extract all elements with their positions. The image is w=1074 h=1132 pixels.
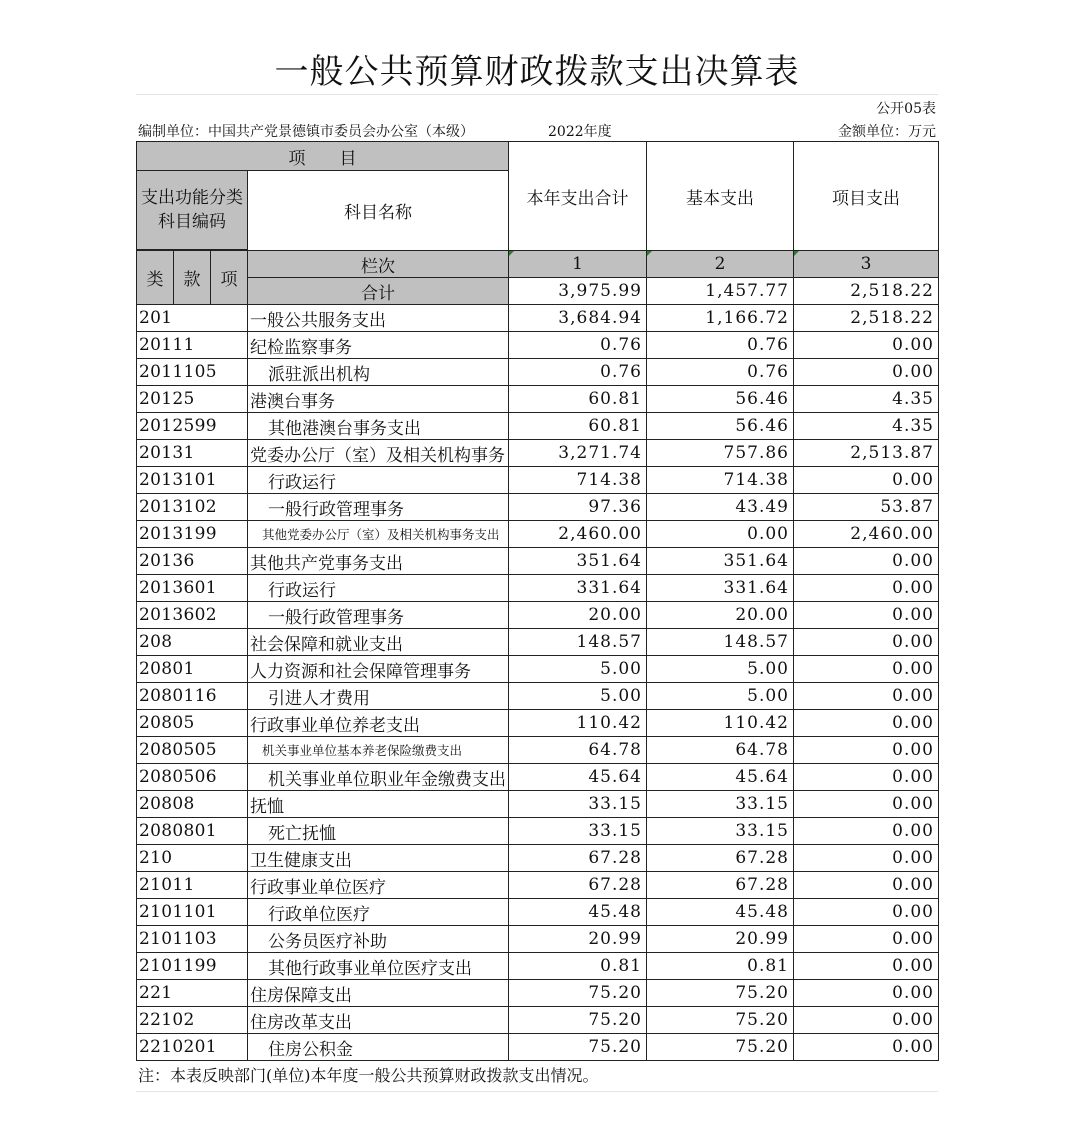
table-row — [137, 413, 939, 440]
row-basic: 148.57 — [647, 629, 794, 656]
row-basic: 0.76 — [647, 332, 794, 359]
row-basic: 45.48 — [647, 899, 794, 926]
header-project: 项目支出 — [794, 142, 939, 251]
row-basic: 20.99 — [647, 926, 794, 953]
table-row — [137, 737, 939, 764]
row-total: 3,684.94 — [509, 305, 647, 332]
row-name: 机关事业单位职业年金缴费支出 — [248, 764, 509, 791]
row-total: 33.15 — [509, 791, 647, 818]
table-row — [137, 629, 939, 656]
row-name: 派驻派出机构 — [248, 359, 509, 386]
table-row — [137, 359, 939, 386]
row-project: 0.00 — [794, 332, 939, 359]
row-project: 0.00 — [794, 737, 939, 764]
table-row — [137, 521, 939, 548]
row-code: 2012599 — [137, 413, 248, 440]
column-no-1: 1 — [509, 251, 647, 278]
row-project: 4.35 — [794, 413, 939, 440]
row-name: 行政事业单位养老支出 — [248, 710, 509, 737]
row-basic: 67.28 — [647, 845, 794, 872]
row-project: 2,518.22 — [794, 305, 939, 332]
header-func-code: 支出功能分类科目编码 — [137, 171, 248, 250]
row-code: 21011 — [137, 872, 248, 899]
row-project: 0.00 — [794, 980, 939, 1007]
row-basic: 0.00 — [647, 521, 794, 548]
row-project: 0.00 — [794, 872, 939, 899]
row-total: 2,460.00 — [509, 521, 647, 548]
row-basic: 56.46 — [647, 386, 794, 413]
row-total: 20.99 — [509, 926, 647, 953]
row-project: 0.00 — [794, 845, 939, 872]
row-project: 0.00 — [794, 359, 939, 386]
row-name: 一般行政管理事务 — [248, 602, 509, 629]
row-total: 0.76 — [509, 332, 647, 359]
row-total: 60.81 — [509, 413, 647, 440]
row-name: 一般行政管理事务 — [248, 494, 509, 521]
row-total: 67.28 — [509, 872, 647, 899]
header-xiang: 项 — [211, 251, 248, 305]
row-total: 60.81 — [509, 386, 647, 413]
header-item: 项 目 — [137, 142, 509, 171]
table-row — [137, 683, 939, 710]
row-total: 97.36 — [509, 494, 647, 521]
row-name: 其他港澳台事务支出 — [248, 413, 509, 440]
table-header — [137, 142, 939, 305]
row-project: 0.00 — [794, 548, 939, 575]
row-basic: 75.20 — [647, 1007, 794, 1034]
row-basic: 714.38 — [647, 467, 794, 494]
column-no-2: 2 — [647, 251, 794, 278]
table-row — [137, 467, 939, 494]
row-code: 2080505 — [137, 737, 248, 764]
table-row — [137, 980, 939, 1007]
row-basic: 75.20 — [647, 980, 794, 1007]
row-total: 351.64 — [509, 548, 647, 575]
row-code: 2080801 — [137, 818, 248, 845]
row-code: 20805 — [137, 710, 248, 737]
column-no-3: 3 — [794, 251, 939, 278]
row-project: 0.00 — [794, 710, 939, 737]
footnote: 注：本表反映部门(单位)本年度一般公共预算财政拨款支出情况。 — [136, 1061, 938, 1092]
row-basic: 1,166.72 — [647, 305, 794, 332]
row-basic: 45.64 — [647, 764, 794, 791]
sheet-title: 一般公共预算财政拨款支出决算表 — [136, 44, 938, 95]
header-basic: 基本支出 — [647, 142, 794, 251]
table-row — [137, 332, 939, 359]
row-code: 210 — [137, 845, 248, 872]
row-project: 2,460.00 — [794, 521, 939, 548]
compiling-unit: 编制单位：中国共产党景德镇市委员会办公室（本级） — [138, 124, 474, 140]
row-code: 2013602 — [137, 602, 248, 629]
row-code: 2080506 — [137, 764, 248, 791]
table-row — [137, 845, 939, 872]
row-name: 行政运行 — [248, 575, 509, 602]
row-name: 行政运行 — [248, 467, 509, 494]
row-project: 0.00 — [794, 1034, 939, 1061]
fiscal-year: 2022年度 — [548, 124, 612, 140]
sum-basic: 1,457.77 — [647, 278, 794, 305]
row-basic: 0.81 — [647, 953, 794, 980]
row-total: 45.64 — [509, 764, 647, 791]
row-total: 20.00 — [509, 602, 647, 629]
meta-row — [136, 117, 938, 141]
row-total: 0.81 — [509, 953, 647, 980]
row-code: 2101199 — [137, 953, 248, 980]
row-project: 0.00 — [794, 818, 939, 845]
row-total: 331.64 — [509, 575, 647, 602]
row-total: 33.15 — [509, 818, 647, 845]
table-row — [137, 548, 939, 575]
row-project: 4.35 — [794, 386, 939, 413]
table-row — [137, 386, 939, 413]
row-total: 5.00 — [509, 683, 647, 710]
table-row — [137, 440, 939, 467]
budget-sheet — [136, 44, 938, 1092]
row-basic: 75.20 — [647, 1034, 794, 1061]
row-basic: 351.64 — [647, 548, 794, 575]
row-code: 201 — [137, 305, 248, 332]
row-name: 住房改革支出 — [248, 1007, 509, 1034]
table-row — [137, 710, 939, 737]
row-name: 纪检监察事务 — [248, 332, 509, 359]
row-name: 抚恤 — [248, 791, 509, 818]
table-row — [137, 1007, 939, 1034]
row-code: 2101103 — [137, 926, 248, 953]
row-total: 75.20 — [509, 1034, 647, 1061]
row-code: 221 — [137, 980, 248, 1007]
row-total: 45.48 — [509, 899, 647, 926]
row-basic: 64.78 — [647, 737, 794, 764]
row-basic: 331.64 — [647, 575, 794, 602]
header-column-no: 栏次 — [248, 251, 509, 278]
header-lei: 类 — [137, 251, 174, 305]
row-basic: 5.00 — [647, 683, 794, 710]
row-code: 20111 — [137, 332, 248, 359]
row-project: 0.00 — [794, 629, 939, 656]
row-name: 人力资源和社会保障管理事务 — [248, 656, 509, 683]
row-code: 22102 — [137, 1007, 248, 1034]
row-project: 0.00 — [794, 467, 939, 494]
row-name: 机关事业单位基本养老保险缴费支出 — [248, 737, 509, 764]
table-row — [137, 872, 939, 899]
row-project: 0.00 — [794, 791, 939, 818]
table-code: 公开05表 — [876, 101, 936, 117]
row-basic: 5.00 — [647, 656, 794, 683]
row-name: 住房公积金 — [248, 1034, 509, 1061]
row-name: 行政单位医疗 — [248, 899, 509, 926]
row-basic: 33.15 — [647, 818, 794, 845]
expenditure-table — [136, 141, 939, 1061]
table-row — [137, 575, 939, 602]
table-row — [137, 656, 939, 683]
row-project: 0.00 — [794, 899, 939, 926]
row-code: 20801 — [137, 656, 248, 683]
table-body — [137, 305, 939, 1061]
table-row — [137, 602, 939, 629]
row-code: 2013101 — [137, 467, 248, 494]
row-basic: 33.15 — [647, 791, 794, 818]
table-row — [137, 1034, 939, 1061]
header-kuan: 款 — [174, 251, 211, 305]
table-code-row — [136, 95, 938, 117]
row-name: 引进人才费用 — [248, 683, 509, 710]
row-total: 75.20 — [509, 1007, 647, 1034]
row-code: 20131 — [137, 440, 248, 467]
row-code: 20808 — [137, 791, 248, 818]
row-name: 卫生健康支出 — [248, 845, 509, 872]
row-basic: 67.28 — [647, 872, 794, 899]
row-total: 64.78 — [509, 737, 647, 764]
amount-unit: 金额单位：万元 — [838, 124, 936, 140]
row-project: 0.00 — [794, 575, 939, 602]
row-code: 20136 — [137, 548, 248, 575]
row-basic: 110.42 — [647, 710, 794, 737]
row-code: 2080116 — [137, 683, 248, 710]
row-project: 2,513.87 — [794, 440, 939, 467]
row-code: 2013199 — [137, 521, 248, 548]
row-name: 其他党委办公厅（室）及相关机构事务支出 — [248, 521, 509, 548]
row-name: 住房保障支出 — [248, 980, 509, 1007]
row-code: 20125 — [137, 386, 248, 413]
row-name: 党委办公厅（室）及相关机构事务 — [248, 440, 509, 467]
table-row — [137, 953, 939, 980]
table-row — [137, 494, 939, 521]
row-name: 其他行政事业单位医疗支出 — [248, 953, 509, 980]
row-total: 75.20 — [509, 980, 647, 1007]
row-name: 公务员医疗补助 — [248, 926, 509, 953]
header-subject-name: 科目名称 — [248, 171, 509, 251]
row-name: 一般公共服务支出 — [248, 305, 509, 332]
sum-label: 合计 — [248, 278, 509, 305]
row-code: 2011105 — [137, 359, 248, 386]
table-row — [137, 926, 939, 953]
row-project: 0.00 — [794, 656, 939, 683]
row-code: 2013601 — [137, 575, 248, 602]
row-total: 110.42 — [509, 710, 647, 737]
row-project: 0.00 — [794, 1007, 939, 1034]
table-row — [137, 305, 939, 332]
row-basic: 0.76 — [647, 359, 794, 386]
table-row — [137, 899, 939, 926]
row-project: 0.00 — [794, 602, 939, 629]
row-basic: 20.00 — [647, 602, 794, 629]
row-project: 0.00 — [794, 926, 939, 953]
row-code: 208 — [137, 629, 248, 656]
sum-project: 2,518.22 — [794, 278, 939, 305]
row-name: 行政事业单位医疗 — [248, 872, 509, 899]
table-row — [137, 818, 939, 845]
table-row — [137, 764, 939, 791]
row-total: 0.76 — [509, 359, 647, 386]
row-basic: 43.49 — [647, 494, 794, 521]
row-total: 5.00 — [509, 656, 647, 683]
header-total: 本年支出合计 — [509, 142, 647, 251]
row-total: 67.28 — [509, 845, 647, 872]
row-total: 3,271.74 — [509, 440, 647, 467]
row-name: 其他共产党事务支出 — [248, 548, 509, 575]
row-project: 0.00 — [794, 953, 939, 980]
row-total: 148.57 — [509, 629, 647, 656]
row-name: 社会保障和就业支出 — [248, 629, 509, 656]
row-project: 53.87 — [794, 494, 939, 521]
table-row — [137, 791, 939, 818]
row-total: 714.38 — [509, 467, 647, 494]
row-basic: 757.86 — [647, 440, 794, 467]
row-project: 0.00 — [794, 683, 939, 710]
row-basic: 56.46 — [647, 413, 794, 440]
row-name: 港澳台事务 — [248, 386, 509, 413]
row-code: 2101101 — [137, 899, 248, 926]
row-code: 2210201 — [137, 1034, 248, 1061]
sum-total: 3,975.99 — [509, 278, 647, 305]
row-code: 2013102 — [137, 494, 248, 521]
row-name: 死亡抚恤 — [248, 818, 509, 845]
row-project: 0.00 — [794, 764, 939, 791]
